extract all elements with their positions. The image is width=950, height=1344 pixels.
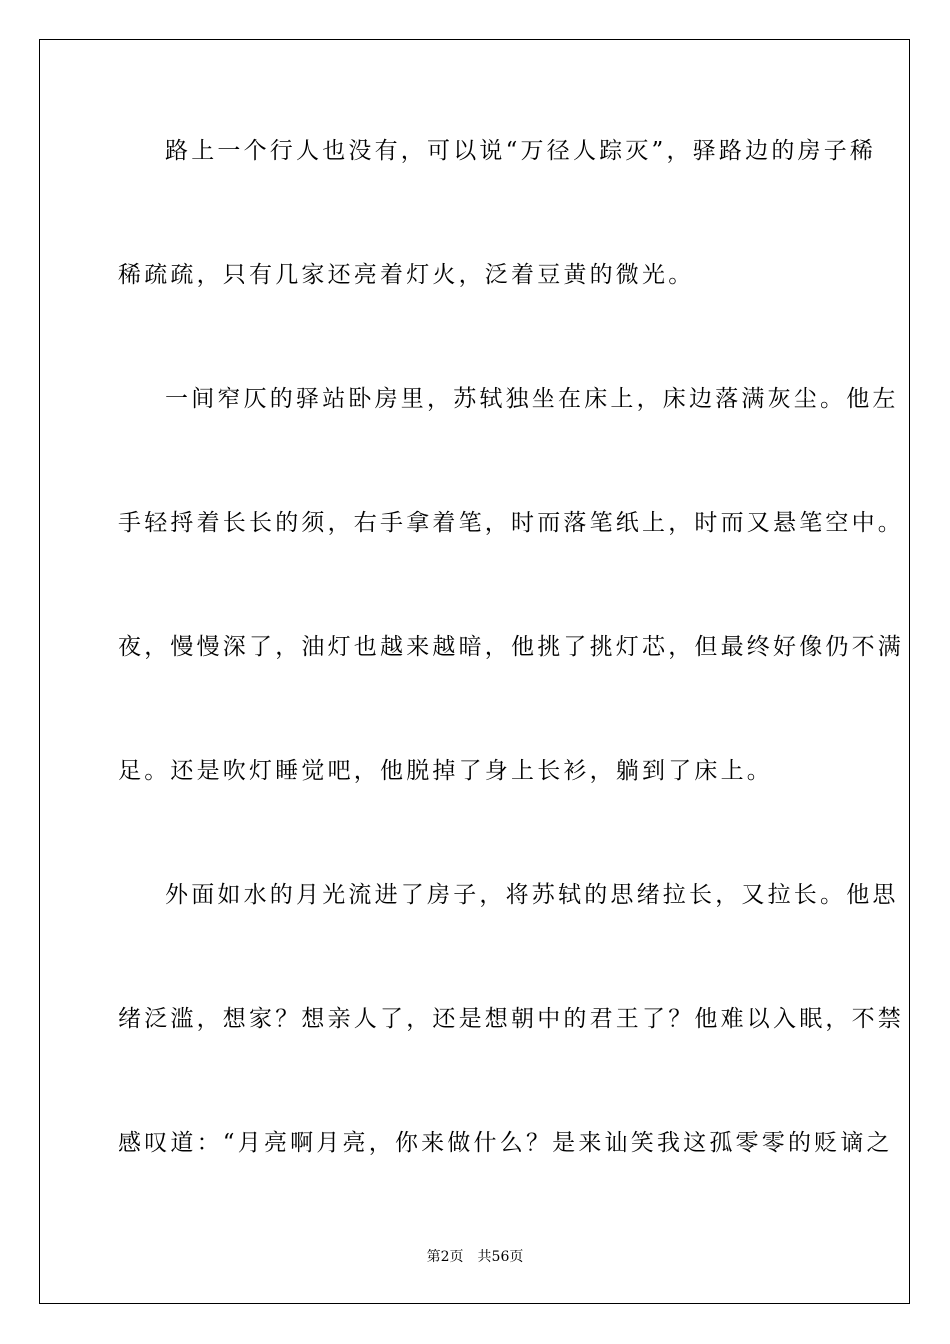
paragraph-1-line-1: 路上一个行人也没有，可以说“万径人踪灭”，驿路边的房子稀: [165, 138, 877, 164]
page-border: [39, 39, 910, 1304]
page-footer: [0, 1246, 950, 1266]
paragraph-2-line-4: 足。还是吹灯睡觉吧，他脱掉了身上长衫，躺到了床上。: [118, 758, 773, 784]
total-pages: 共56页: [477, 1249, 524, 1265]
paragraph-2-line-1: 一间窄仄的驿站卧房里，苏轼独坐在床上，床边落满灰尘。他左: [165, 386, 899, 412]
paragraph-3-line-2: 绪泛滥，想家？想亲人了，还是想朝中的君王了？他难以入眠，不禁: [118, 1006, 904, 1032]
paragraph-2-line-2: 手轻捋着长长的须，右手拿着笔，时而落笔纸上，时而又悬笔空中。: [118, 510, 904, 536]
page-number: 第2页: [426, 1249, 464, 1265]
paragraph-3-line-3: 感叹道：“月亮啊月亮，你来做什么？是来讪笑我这孤零零的贬谪之: [118, 1130, 893, 1156]
paragraph-1-line-2: 稀疏疏，只有几家还亮着灯火，泛着豆黄的微光。: [118, 262, 695, 288]
paragraph-3-line-1: 外面如水的月光流进了房子，将苏轼的思绪拉长，又拉长。他思: [165, 882, 899, 908]
paragraph-2-line-3: 夜，慢慢深了，油灯也越来越暗，他挑了挑灯芯，但最终好像仍不满: [118, 634, 904, 660]
